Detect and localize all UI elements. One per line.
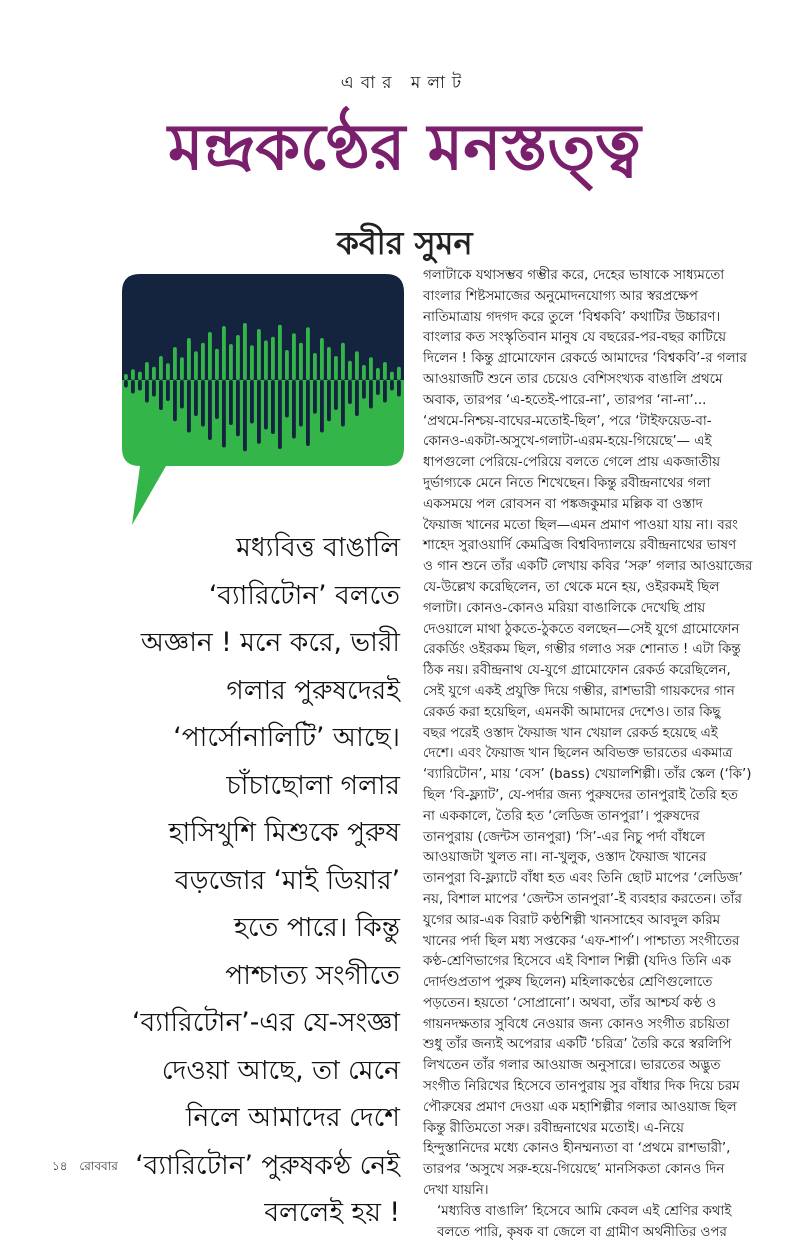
waveform-bar xyxy=(166,363,170,380)
body-line: দোর্দণ্ডপ্রতাপ পুরুষ ছিলেন) মহিলাকণ্ঠের শ্রেণিগুলোতে xyxy=(423,975,713,991)
waveform-bar xyxy=(124,380,128,388)
waveform-bar xyxy=(124,374,128,380)
waveform-bar xyxy=(278,325,282,380)
pull-quote-line: চাঁচাছোলা গলার xyxy=(226,769,400,801)
body-line: ও গান শুনে তাঁর একটি লেখায় কবির ‘সরু’ গলার আওয়াজের xyxy=(423,559,753,575)
waveform-bar xyxy=(376,380,380,395)
body-line: গলাটাকে যথাসম্ভব গম্ভীর করে, দেহের ভাষাকে সাধ্যমতো xyxy=(423,268,725,283)
waveform-bar xyxy=(208,380,212,440)
waveform-bar xyxy=(180,380,184,409)
page-number: ১৪ xyxy=(52,1159,68,1173)
body-line: সংগীত নিরিখের হিসেবে তানপুরায় সুর বাঁধার দিক দিয়ে চরম xyxy=(423,1079,740,1095)
body-line: তারপর ‘অসুখে সরু-হয়ে-গিয়েছে’ মানসিকতা কোনও দিন xyxy=(423,1162,725,1178)
waveform-bar xyxy=(348,361,352,380)
article-body xyxy=(423,266,753,1240)
pull-quote-line: বললেই হয় ! xyxy=(264,1197,400,1228)
waveform-bar xyxy=(257,380,261,444)
body-line: যুগের আর-এক বিরাট কণ্ঠশিল্পী খানসাহেব আবদুল করিম xyxy=(423,912,721,928)
waveform-bar xyxy=(341,343,345,380)
waveform-bar xyxy=(369,380,373,409)
pull-quote-line: ‘ব্যারিটোন’ পুরুষকণ্ঠ নেই xyxy=(135,1149,400,1181)
pull-quote-line: দেওয়া আছে, তা মেনে xyxy=(161,1054,400,1086)
body-line: ধাপগুলো পেরিয়ে-পেরিয়ে বলতে গেলে প্রায় একজাতীয় xyxy=(423,455,721,471)
waveform-bar xyxy=(131,369,135,380)
body-paragraph-2 xyxy=(423,1202,743,1243)
waveform-bar xyxy=(250,380,254,424)
body-line: আওয়াজটা খুলত না। না-খুলুক, ওস্তাদ ফৈয়াজ খানের xyxy=(423,850,707,866)
body-line: দেখা যায়নি। xyxy=(423,1183,489,1199)
body-line: গলাটা। কোনও-কোনও মরিয়া বাঙালিকে দেখেছি প্রায় xyxy=(423,600,706,616)
speech-bubble-waveform-icon xyxy=(118,270,408,530)
waveform-bar xyxy=(292,333,296,380)
body-line: হিন্দুস্তানিদের মধ্যে কোনও হীনম্মন্যতা বা ‘প্রথমে রাশভারী’, xyxy=(423,1141,731,1157)
pull-quote-line: হতে পারে। কিন্তু xyxy=(233,912,400,943)
waveform-bar xyxy=(341,380,345,427)
waveform-bar xyxy=(271,337,275,380)
body-line: কোনও-একটা-অসুখে-গলাটা-এরম-হয়ে-গিয়েছে’— এই xyxy=(423,434,712,450)
waveform-bar xyxy=(299,380,303,427)
waveform-bar xyxy=(397,367,401,380)
waveform-bar xyxy=(313,380,317,414)
body-line: সেই যুগে একই প্রযুক্তি দিয়ে গম্ভীর, রাশভারী গায়কদের গান xyxy=(423,683,735,699)
waveform-bar xyxy=(334,380,338,410)
waveform-bar xyxy=(327,380,331,421)
waveform-bar xyxy=(369,357,373,380)
waveform-bar xyxy=(180,357,184,380)
body-line: দুর্ভাগ্যকে মেনে নিতে শিখেছেন। কিন্তু রবীন্দ্রনাথের গলা xyxy=(423,475,711,491)
pull-quote-line: মধ্যবিত্ত বাঙালি xyxy=(236,532,400,563)
body-line: তানপুরায় (জেন্টস তানপুরা) ‘সি’-এর নিচু পর্দা বাঁধলে xyxy=(423,829,706,845)
body-line: তানপুরা বি-ফ্ল্যাটে বাঁধা হত এবং তিনি ছোট মাপের ‘লেডিজ’ xyxy=(423,871,743,887)
body-line: গায়নদক্ষতার সুবিধে নেওয়ার জন্য কোনও সংগীত রচয়িতা xyxy=(423,1016,730,1032)
body-line: না এককালে, তৈরি হত ‘লেডিজ তানপুরা’। পুরুষদের xyxy=(423,808,700,824)
waveform-bar xyxy=(131,380,135,394)
waveform-bar xyxy=(278,380,282,449)
body-line: পড়তেন। হয়তো ‘সোপ্রানো’। অথবা, তাঁর আশ্চর্য কণ্ঠ ও xyxy=(423,995,717,1011)
pull-quote-line: ‘ব্যারিটোন’-এর যে-সংজ্ঞা xyxy=(132,1007,400,1038)
waveform-bar xyxy=(285,380,289,418)
body-line: লিখতেন তাঁর গলার আওয়াজ অনুসারে। ভারতের অদ্ভুত xyxy=(423,1058,721,1074)
waveform-bar xyxy=(187,380,191,433)
body-line: যে-উল্লেখ করেছিলেন, তা থেকে মনে হয়, ওইরকমই ছিল xyxy=(423,579,720,595)
body-line: বলতে পারি, কৃষক বা জেলে বা গ্রামীণ অর্থনীতির ওপর xyxy=(437,1224,727,1240)
body-line: বছর পরেই ওস্তাদ ফৈয়াজ খান খেয়াল রেকর্ড হয়েছে এই xyxy=(423,725,718,741)
waveform-bar xyxy=(313,353,317,380)
body-line: ছিল ‘বি-ফ্ল্যাট’, যে-পর্দার জন্য পুরুষদের তানপুরাই তৈরি হত xyxy=(423,787,738,803)
magazine-name: রোববার xyxy=(79,1159,118,1173)
body-line: কণ্ঠ-শ্রেণিভাগের হিসেবে এই বিশাল শিল্পী (যদিও তিনি এক xyxy=(423,954,731,970)
pull-quote-line: ‘পার্সোনালিটি’ আছে। xyxy=(173,722,400,753)
waveform-bar xyxy=(257,329,261,380)
waveform-bar xyxy=(229,344,233,380)
pull-quote-line: বড়জোর ‘মাই ডিয়ার’ xyxy=(174,864,400,896)
waveform-bar xyxy=(390,380,394,391)
waveform-bar xyxy=(383,380,387,403)
waveform-bar xyxy=(348,380,352,404)
waveform-bar xyxy=(250,345,254,380)
pull-quote-line: ‘ব্যারিটোন’ বলতে xyxy=(208,579,400,611)
body-line: নাতিমাত্রায় গদগদ করে তুলে ‘বিশ্বকবি’ কথাটির উচ্চারণ। xyxy=(423,309,721,325)
waveform-bar xyxy=(355,380,359,416)
body-line: বাংলার শিষ্টসমাজের অনুমোদনযোগ্য আর স্বরপ্রক্ষেপ xyxy=(423,288,698,304)
waveform-bar xyxy=(383,362,387,380)
body-line: ‘মধ্যবিত্ত বাঙালি’ হিসেবে আমি কেবল এই শ্রেণির কথাই xyxy=(437,1203,732,1219)
body-line: ‘ব্যারিটোন’, মায় ‘বেস’ (bass) খেয়ালশিল্পী। তাঁর স্কেল (‘কি’) xyxy=(423,767,752,783)
waveform-bar xyxy=(243,323,247,380)
waveform-bar xyxy=(201,343,205,380)
body-line: পৌরুষের প্রমাণ দেওয়া এক মহাশিল্পীর গলার আওয়াজ ছিল xyxy=(423,1099,737,1115)
waveform-bar xyxy=(236,380,240,436)
pull-quote-line: অজ্ঞান ! মনে করে, ভারী xyxy=(140,627,400,658)
waveform-bar xyxy=(390,372,394,380)
body-paragraph-1 xyxy=(423,266,753,1202)
waveform-bar xyxy=(187,338,191,380)
waveform-bar xyxy=(145,380,149,403)
body-line: নয়, বিশাল মাপের ‘জেন্টস তানপুরা’-ই ব্যবহার করতেন। তাঁর xyxy=(423,891,742,907)
waveform-bar xyxy=(194,351,198,380)
waveform-bar xyxy=(299,343,303,380)
pull-quote-line: পাশ্চাত্য সংগীতে xyxy=(225,959,400,991)
waveform-bar xyxy=(236,335,240,380)
body-line: ফৈয়াজ খানের মতো ছিল—এমন প্রমাণ পাওয়া যায় না। বরং xyxy=(423,517,738,533)
waveform-bar xyxy=(243,380,247,451)
pull-quote xyxy=(100,524,400,1237)
body-line: শুধু তাঁর জন্যই অপেরার একটি ‘চরিত্র’ তৈরি করে স্বরলিপি xyxy=(423,1037,732,1053)
waveform-bar xyxy=(215,380,219,419)
body-line: দিলেন ! কিন্তু গ্রামোফোন রেকর্ডে আমাদের ‘বিশ্বকবি’-র গলার xyxy=(423,351,747,367)
pull-quote-line: হাসিখুশি মিশুকে পুরুষ xyxy=(168,817,400,848)
waveform-bar xyxy=(264,380,268,430)
waveform-bar xyxy=(201,380,205,427)
section-kicker: এবার মলাট xyxy=(340,73,469,93)
waveform-bar xyxy=(194,380,198,416)
waveform-bar xyxy=(306,380,310,446)
body-line: অবাক, তারপর ‘এ-হতেই-পারে-না’, তারপর ‘না-না’... xyxy=(423,392,707,408)
waveform-bar xyxy=(208,332,212,380)
waveform-bar xyxy=(159,356,163,380)
waveform-bar xyxy=(320,380,324,433)
waveform-bar xyxy=(145,362,149,380)
waveform-bar xyxy=(173,380,177,421)
body-line: ‘প্রথমে-নিশ্চয়-বাঘের-মতোই-ছিল’, পরে ‘টাইফয়েড-বা- xyxy=(423,413,712,429)
waveform-bar xyxy=(215,349,219,380)
waveform-bar xyxy=(334,356,338,380)
waveform-bar xyxy=(138,380,142,391)
body-line: ঠিক নয়। রবীন্দ্রনাথ যে-যুগে গ্রামোফোন রেকর্ড করেছিলেন, xyxy=(423,663,731,679)
waveform-bar xyxy=(222,326,226,380)
waveform-bar xyxy=(264,340,268,380)
pull-quote-line: নিলে আমাদের দেশে xyxy=(185,1102,400,1133)
body-line: কিন্তু রীতিমতো সরু। রবীন্দ্রনাথের মতোই। এ-নিয়ে xyxy=(423,1120,684,1136)
page-footer xyxy=(52,1158,118,1178)
pull-quote-line: গলার পুরুষদেরই xyxy=(226,674,400,706)
waveform-bar xyxy=(285,350,289,380)
waveform-bar xyxy=(362,365,366,380)
waveform-bar xyxy=(229,380,233,425)
body-line: বাংলার কত সংস্কৃতিবান মানুষ যে বছরের-পর-বছর কাটিয়ে xyxy=(423,330,726,346)
waveform-bar xyxy=(159,380,163,410)
waveform-bar xyxy=(152,380,156,397)
waveform-bar xyxy=(376,368,380,380)
waveform-bar xyxy=(327,347,331,380)
waveform-bar xyxy=(397,380,401,397)
waveform-bar xyxy=(152,367,156,380)
waveform-bar xyxy=(320,338,324,380)
waveform-bar xyxy=(166,380,170,401)
author-name: কবীর সুমন xyxy=(336,224,473,262)
waveform-bar xyxy=(271,380,275,434)
body-line: খানের পর্দা ছিল মধ্য সপ্তকের ‘এফ-শার্প’। পাশ্চাত্য সংগীতের xyxy=(423,933,740,949)
body-line: দেওয়ালে মাথা ঠুকতে-ঠুকতে বলছেন—সেই যুগে গ্রামোফোন xyxy=(423,621,740,637)
waveform-bar xyxy=(138,372,142,380)
waveform-bar xyxy=(222,380,226,448)
body-line: রেকর্ডিং ওইরকম ছিল, গম্ভীর গলাও সরু শোনাত ! এটা কিন্তু xyxy=(423,642,741,658)
body-line: রেকর্ড করা হয়েছিল, এমনকী আমাদের দেশেও। তার কিছু xyxy=(423,704,721,720)
body-line: একসময়ে পল রোবসন বা পঙ্কজকুমার মল্লিক বা ওস্তাদ xyxy=(423,496,703,512)
body-line: দেশে। এবং ফৈয়াজ খান ছিলেন অবিভক্ত ভারতের একমাত্র xyxy=(423,746,733,762)
body-line: আওয়াজটি শুনে তার চেয়েও বেশিসংখ্যক বাঙালি প্রথমে xyxy=(423,371,723,387)
article-title: মন্দ্রকণ্ঠের মনস্তত্ত্ব xyxy=(168,110,641,185)
waveform-bar xyxy=(355,351,359,380)
body-line: শাহেদ সুরাওয়ার্দি কেমব্রিজ বিশ্ববিদ্যালয়ে রবীন্দ্রনাথের ভাষণ xyxy=(423,538,737,554)
waveform-bar xyxy=(292,380,296,439)
waveform-bar xyxy=(306,327,310,380)
waveform-bar xyxy=(173,347,177,380)
waveform-bar xyxy=(362,380,366,399)
